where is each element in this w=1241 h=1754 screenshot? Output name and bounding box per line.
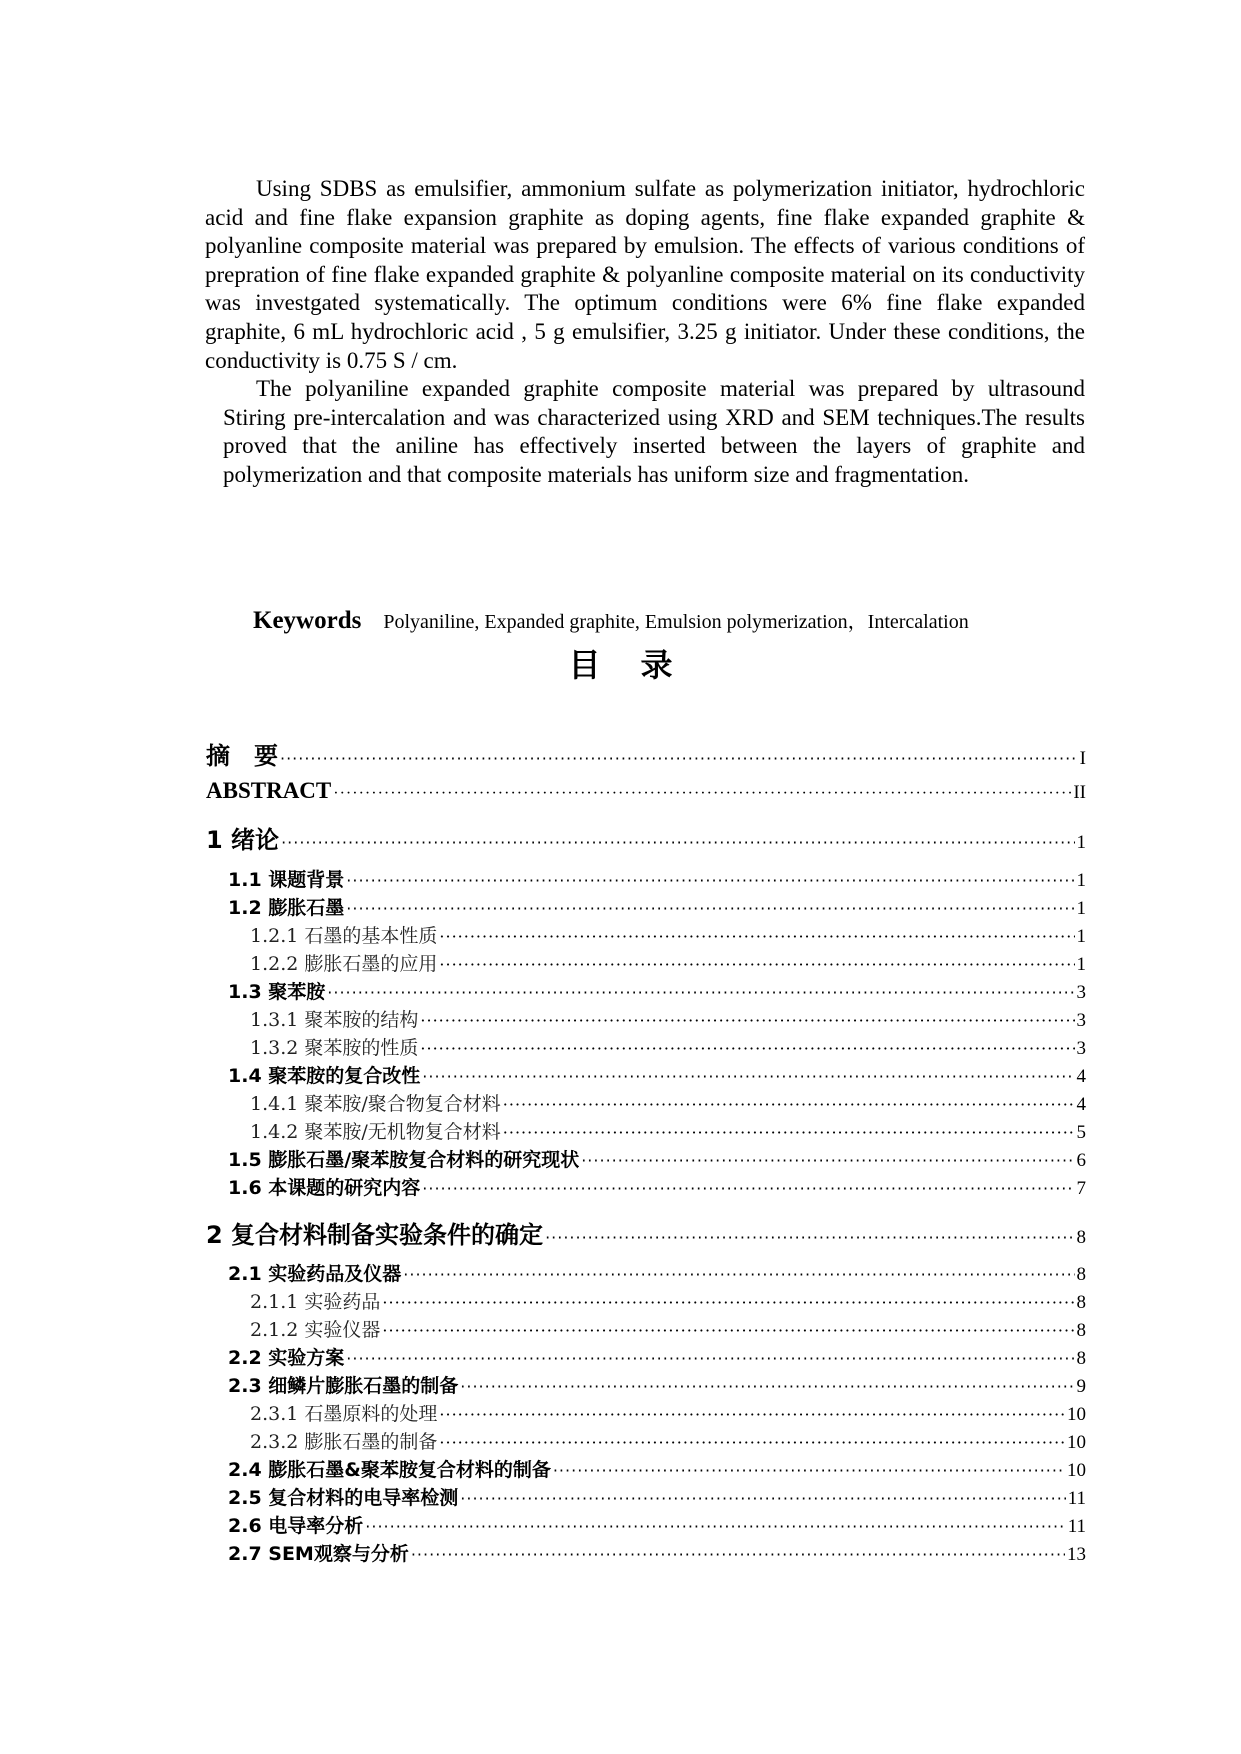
toc-entry-title: 2.6 电导率分析 xyxy=(228,1515,364,1537)
toc-entry-chapter-1[interactable] xyxy=(206,820,1086,855)
toc-entry-page: 7 xyxy=(1076,1178,1086,1199)
toc-leader-dots xyxy=(280,749,1078,768)
toc-entry-title: 1.1 课题背景 xyxy=(228,869,345,891)
toc-entry-page: 1 xyxy=(1076,870,1086,891)
toc-entry-page: 4 xyxy=(1076,1094,1086,1115)
toc-entry-page: 8 xyxy=(1076,1264,1086,1285)
toc-leader-dots xyxy=(420,1011,1074,1030)
toc-leader-dots xyxy=(346,899,1074,918)
toc-entry-page: 6 xyxy=(1076,1150,1086,1171)
toc-entry-page: 10 xyxy=(1067,1404,1086,1425)
toc-entry-abstract-cn[interactable] xyxy=(206,736,1086,771)
toc-entry-page: 1 xyxy=(1076,898,1086,919)
toc-entry-title: 1 绪论 xyxy=(206,826,280,854)
toc-entry-title: 2.1.2 实验仪器 xyxy=(250,1319,381,1341)
toc-entry-page: 11 xyxy=(1067,1516,1086,1537)
toc-entry-2-3-2[interactable] xyxy=(250,1427,1086,1454)
toc-entry-2-1-2[interactable] xyxy=(250,1315,1086,1342)
toc-entry-chapter-2[interactable] xyxy=(206,1215,1086,1250)
toc-entry-1-4-1[interactable] xyxy=(250,1089,1086,1116)
toc-entry-2-3-1[interactable] xyxy=(250,1399,1086,1426)
toc-entry-page: 13 xyxy=(1067,1544,1086,1565)
toc-leader-dots xyxy=(439,927,1074,946)
abstract-paragraph-2: The polyaniline expanded graphite composite material was prepared by ultrasound Stiring pre-intercalation and was characterized using XRD and SEM techniques.The results proved that the aniline has effectively inserted between the layers of graphite and polymerization and that composite materials has uniform size and fragmentation. xyxy=(223,376,1085,487)
toc-leader-dots xyxy=(439,955,1074,974)
toc-entry-page: 11 xyxy=(1067,1488,1086,1509)
toc-entry-2-2[interactable] xyxy=(228,1343,1086,1370)
toc-entry-title: 1.4 聚苯胺的复合改性 xyxy=(228,1065,421,1087)
toc-leader-dots xyxy=(382,1293,1074,1312)
toc-leader-dots xyxy=(422,1067,1074,1086)
toc-entry-1-5[interactable] xyxy=(228,1145,1086,1172)
toc-entry-page: 8 xyxy=(1076,1320,1086,1341)
toc-entry-title: 1.4.2 聚苯胺/无机物复合材料 xyxy=(250,1121,501,1143)
toc-entry-2-3[interactable] xyxy=(228,1371,1086,1398)
toc-leader-dots xyxy=(346,871,1074,890)
toc-leader-dots xyxy=(503,1123,1075,1142)
toc-entry-page: 10 xyxy=(1067,1432,1086,1453)
toc-leader-dots xyxy=(420,1039,1074,1058)
toc-entry-title: 2.7 SEM观察与分析 xyxy=(228,1543,409,1565)
toc-leader-dots xyxy=(333,785,1071,803)
toc-entry-2-5[interactable] xyxy=(228,1483,1086,1510)
toc-entry-title: 2.3.2 膨胀石墨的制备 xyxy=(250,1431,438,1453)
toc-entry-title: 1.3.1 聚苯胺的结构 xyxy=(250,1009,419,1031)
toc-entry-title: 2.3 细鳞片膨胀石墨的制备 xyxy=(228,1375,459,1397)
toc-entry-page: 3 xyxy=(1076,1010,1086,1031)
toc-entry-title: 1.3 聚苯胺 xyxy=(228,981,326,1003)
toc-entry-1-3-2[interactable] xyxy=(250,1033,1086,1060)
toc-leader-dots xyxy=(365,1517,1065,1536)
toc-leader-dots xyxy=(503,1095,1075,1114)
toc-entry-page: 3 xyxy=(1076,982,1086,1003)
toc-entry-2-4[interactable] xyxy=(228,1455,1086,1482)
toc-leader-dots xyxy=(411,1545,1065,1564)
toc-entry-title: 1.6 本课题的研究内容 xyxy=(228,1177,421,1199)
toc-leader-dots xyxy=(422,1179,1074,1198)
toc-leader-dots xyxy=(403,1265,1074,1284)
toc-entry-page: I xyxy=(1079,748,1086,769)
toc-entry-title: 1.3.2 聚苯胺的性质 xyxy=(250,1037,419,1059)
toc-entry-title: ABSTRACT xyxy=(206,778,332,803)
toc-entry-title: 2.2 实验方案 xyxy=(228,1347,345,1369)
toc-entry-title: 2.4 膨胀石墨&聚苯胺复合材料的制备 xyxy=(228,1459,551,1481)
toc-entry-2-6[interactable] xyxy=(228,1511,1086,1538)
toc-entry-page: 10 xyxy=(1067,1460,1086,1481)
toc-entry-title: 1.2.1 石墨的基本性质 xyxy=(250,925,438,947)
toc-entry-page: II xyxy=(1073,782,1086,803)
toc-leader-dots xyxy=(327,983,1074,1002)
toc-entry-page: 1 xyxy=(1076,926,1086,947)
toc-entry-page: 8 xyxy=(1076,1227,1086,1248)
toc-entry-2-7[interactable] xyxy=(228,1539,1086,1566)
toc-entry-page: 8 xyxy=(1076,1292,1086,1313)
toc-leader-dots xyxy=(346,1349,1074,1368)
toc-entry-title: 2.3.1 石墨原料的处理 xyxy=(250,1403,438,1425)
toc-entry-1-6[interactable] xyxy=(228,1173,1086,1200)
abstract-paragraph-1: Using SDBS as emulsifier, ammonium sulfate as polymerization initiator, hydrochloric acid and fine flake expansion graphite as doping agents, fine flake expanded graphite & polyanline composite material was prepared by emulsion. The effects of various conditions of prepration of fine flake expanded graphite & polyanline composite material on its conductivity was investgated systematically. The optimum conditions were 6% fine flake expanded graphite, 6 mL hydrochloric acid , 5 g emulsifier, 3.25 g initiator. Under these conditions, the conductivity is 0.75 S / cm. xyxy=(205,176,1085,373)
toc-entry-page: 3 xyxy=(1076,1038,1086,1059)
toc-entry-1-2-1[interactable] xyxy=(250,921,1086,948)
toc-entry-1-2[interactable] xyxy=(228,893,1086,920)
toc-entry-title: 1.5 膨胀石墨/聚苯胺复合材料的研究现状 xyxy=(228,1149,580,1171)
toc-entry-1-2-2[interactable] xyxy=(250,949,1086,976)
toc-entry-title: 2.1.1 实验药品 xyxy=(250,1291,381,1313)
toc-entry-abstract-en[interactable] xyxy=(206,778,1086,804)
toc-entry-page: 9 xyxy=(1076,1376,1086,1397)
keywords-label: Keywords xyxy=(253,607,362,634)
toc-entry-1-4-2[interactable] xyxy=(250,1117,1086,1144)
toc-entry-title: 2.5 复合材料的电导率检测 xyxy=(228,1487,459,1509)
toc-entry-2-1-1[interactable] xyxy=(250,1287,1086,1314)
toc-leader-dots xyxy=(281,833,1074,852)
toc-entry-title: 1.4.1 聚苯胺/聚合物复合材料 xyxy=(250,1093,501,1115)
toc-entry-title: 1.2.2 膨胀石墨的应用 xyxy=(250,953,438,975)
toc-leader-dots xyxy=(460,1489,1065,1508)
toc-entry-page: 1 xyxy=(1076,832,1086,853)
toc-entry-title: 2.1 实验药品及仪器 xyxy=(228,1263,402,1285)
toc-title: 目录 xyxy=(568,646,713,684)
toc-leader-dots xyxy=(553,1461,1065,1480)
toc-entry-page: 1 xyxy=(1076,954,1086,975)
toc-entry-1-1[interactable] xyxy=(228,865,1086,892)
toc-entry-title: 1.2 膨胀石墨 xyxy=(228,897,345,919)
toc-entry-1-4[interactable] xyxy=(228,1061,1086,1088)
toc-entry-page: 5 xyxy=(1076,1122,1086,1143)
toc-leader-dots xyxy=(581,1151,1074,1170)
toc-entry-title: 摘 要 xyxy=(206,742,278,770)
toc-leader-dots xyxy=(439,1405,1065,1424)
keywords-text: Polyaniline, Expanded graphite, Emulsion polymerization，Intercalation xyxy=(383,611,969,633)
toc-entry-2-1[interactable] xyxy=(228,1259,1086,1286)
toc-leader-dots xyxy=(439,1433,1065,1452)
toc-entry-title: 2 复合材料制备实验条件的确定 xyxy=(206,1221,544,1249)
toc-leader-dots xyxy=(460,1377,1074,1396)
toc-entry-1-3-1[interactable] xyxy=(250,1005,1086,1032)
toc-entry-page: 8 xyxy=(1076,1348,1086,1369)
toc-entry-1-3[interactable] xyxy=(228,977,1086,1004)
toc-entry-page: 4 xyxy=(1076,1066,1086,1087)
toc-leader-dots xyxy=(382,1321,1074,1340)
toc-leader-dots xyxy=(545,1228,1074,1247)
